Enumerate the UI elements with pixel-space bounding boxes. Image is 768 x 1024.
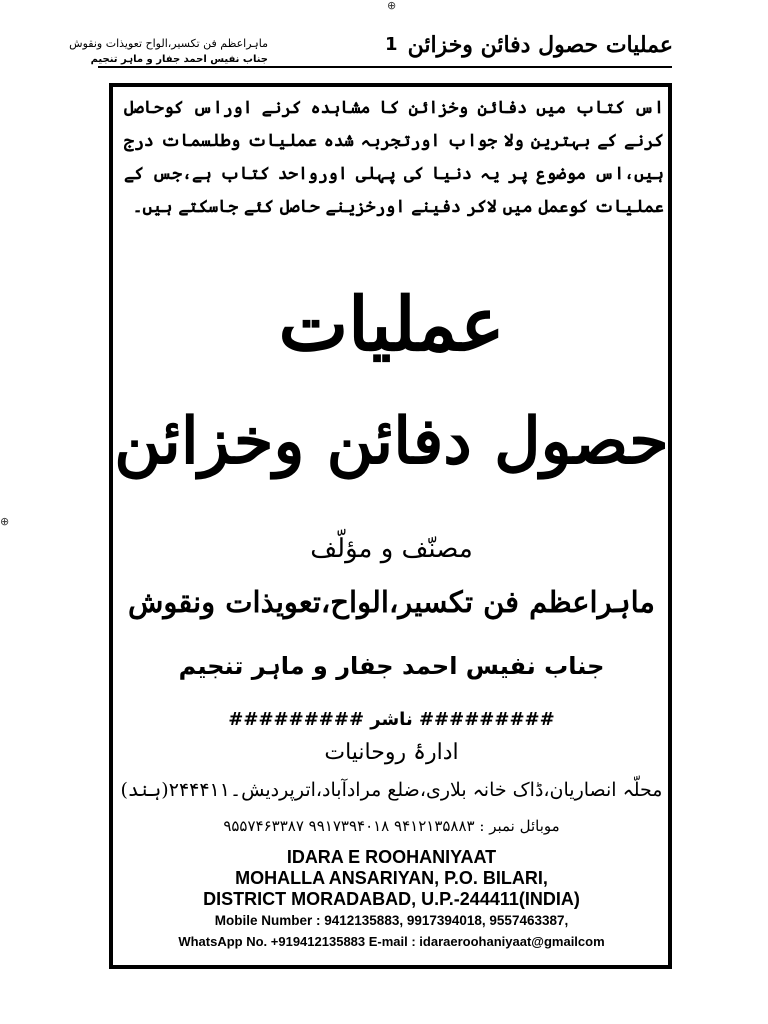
main-title-line1: عملیات <box>278 282 505 368</box>
author-name: جناب نفیس احمد جفار و ماہر تنجیم <box>178 652 605 680</box>
header-author: جناب نفیس احمد جفار و ماہر تنجیم <box>90 54 268 65</box>
mobile-numbers-english: Mobile Number : 9412135883, 9917394018, 9557463387, <box>214 913 569 928</box>
publisher-name-urdu: ادارۂ روحانیات <box>324 740 459 765</box>
header-title: عملیات حصول دفائن وخزائن <box>407 32 673 58</box>
publisher-address-urdu: محلّہ انصاریان،ڈاک خانہ بلاری،ضلع مرادآباد،اترپردیش۔۲۴۴۴۱۱(ہند) <box>120 779 663 801</box>
address-line-english-2: DISTRICT MORADABAD, U.P.-244411(INDIA) <box>203 889 580 909</box>
author-qualification: ماہراعظم فن تکسیر،الواح،تعویذات ونقوش <box>128 585 655 619</box>
mobile-numbers-urdu: موبائل نمبر : ۹۴۱۲۱۳۵۸۸۳ ۹۹۱۷۳۹۴۰۱۸ ۹۵۵۷۴۶۳۳۸۷ <box>223 817 560 835</box>
main-title-line2: حصول دفائن وخزائن <box>114 404 669 479</box>
registration-mark-top: ⊕ <box>387 0 397 12</box>
header-rule <box>98 66 672 68</box>
intro-paragraph: اس کتاب میں دفائن وخزائن کا مشاہدہ کرنے اوراس کوحاصل کرنے کے بہترین ولا جواب اورتجربہ شدہ عملیات وطلسمات درج ہیں،اس موضوع پر یہ دنیا کی پہلی اورواحد کتاب ہے،جس کے عملیات کوعمل میں لاکر دفینے اورخزینے حاصل کئے جاسکتے ہیں۔ <box>124 98 664 217</box>
page-number: 1 <box>385 34 398 55</box>
author-role: مصنّف و مؤلّف <box>310 534 473 564</box>
address-line-english-1: MOHALLA ANSARIYAN, P.O. BILARI, <box>235 868 548 888</box>
whatsapp-email-line: WhatsApp No. +919412135883 E-mail : idaraeroohaniyaat@gmailcom <box>178 934 605 949</box>
registration-mark-left: ⊕ <box>0 515 10 528</box>
header-subtitle: ماہراعظم فن تکسیر،الواح تعویذات ونقوش <box>69 37 268 50</box>
publisher-heading: ######### ناشر ######### <box>228 709 555 730</box>
publisher-name-english: IDARA E ROOHANIYAAT <box>286 847 497 867</box>
